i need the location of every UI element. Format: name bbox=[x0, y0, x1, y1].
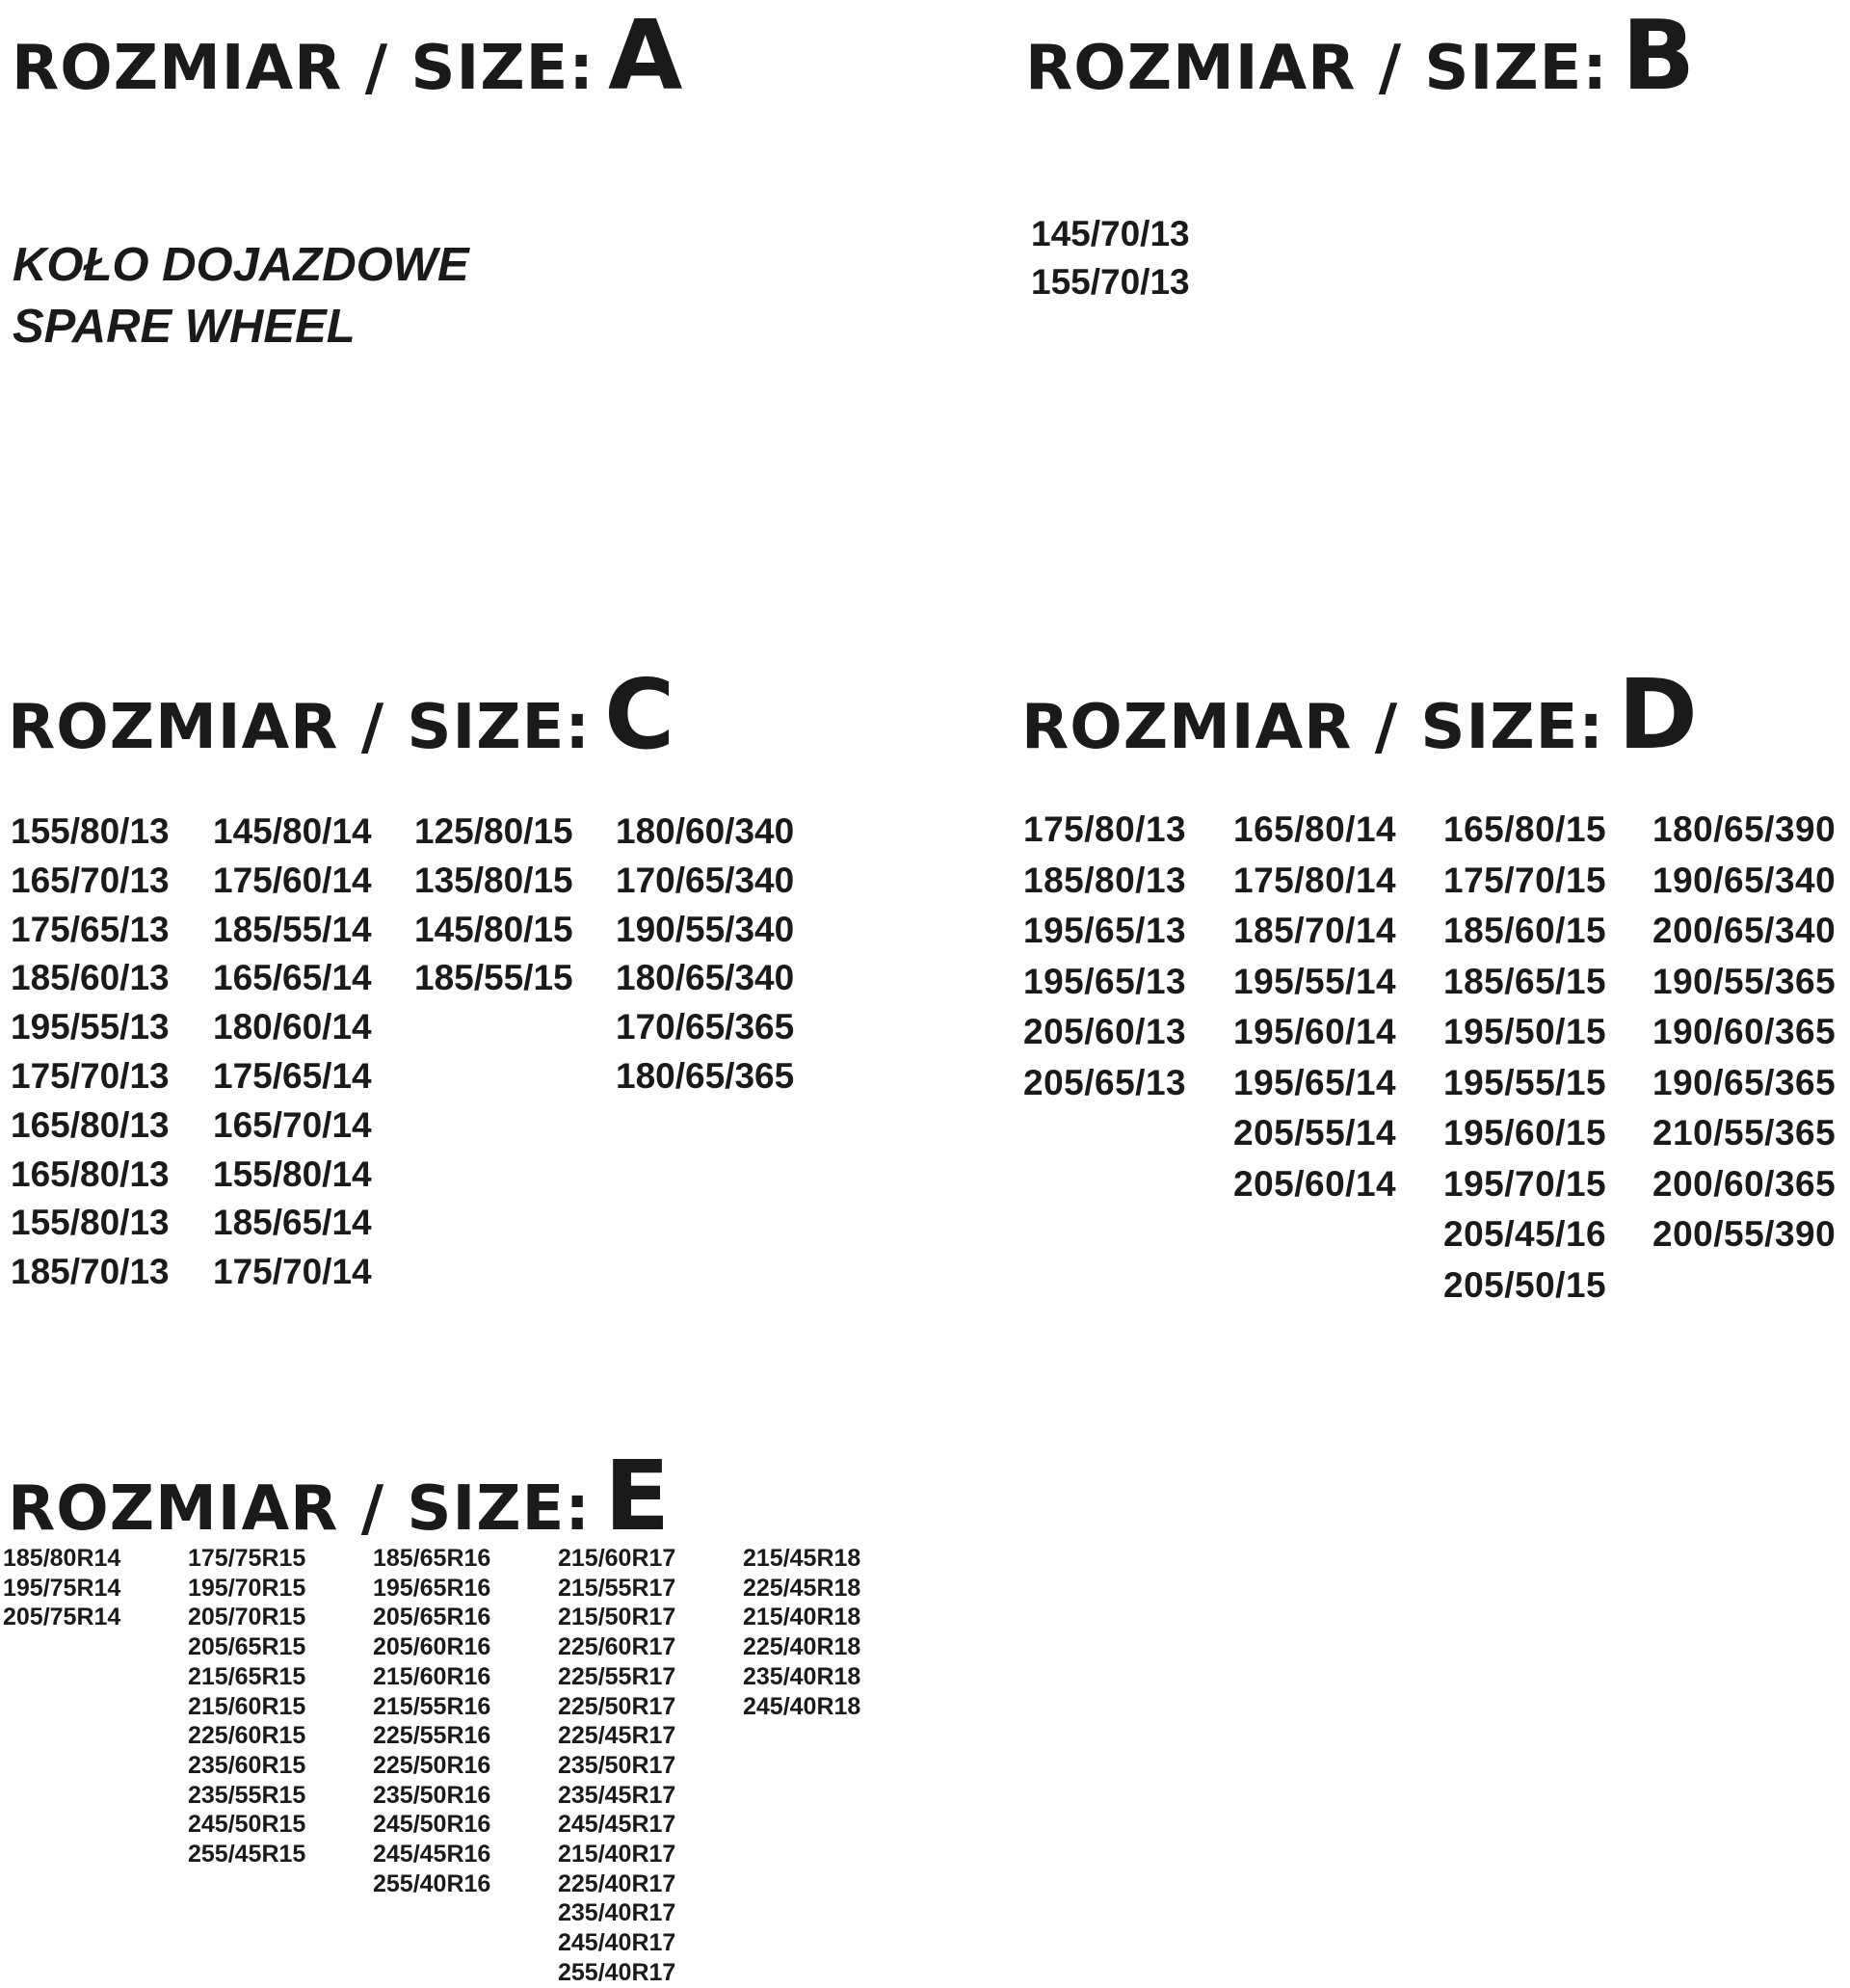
tire-size-item: 225/40R18 bbox=[743, 1633, 861, 1661]
section-e-heading bbox=[8, 1440, 672, 1552]
section-e-letter: E bbox=[603, 1440, 672, 1552]
tire-size-item: 185/55/15 bbox=[414, 958, 573, 998]
section-d-column-2 bbox=[1233, 805, 1396, 1209]
tire-size-item: 205/45/16 bbox=[1443, 1214, 1607, 1254]
tire-size-item: 180/65/365 bbox=[616, 1055, 795, 1096]
tire-size-item: 175/75R15 bbox=[188, 1545, 306, 1572]
tire-size-item: 235/50R17 bbox=[558, 1751, 676, 1779]
tire-size-item: 190/55/340 bbox=[616, 909, 795, 949]
tire-size-item: 185/70/13 bbox=[11, 1252, 170, 1292]
tire-size-item: 215/45R18 bbox=[743, 1545, 861, 1572]
tire-size-item: 185/65/14 bbox=[213, 1203, 372, 1243]
tire-size-item: 180/60/340 bbox=[616, 811, 795, 851]
tire-size-item: 245/50R15 bbox=[188, 1811, 306, 1839]
tire-size-item: 175/80/13 bbox=[1023, 809, 1187, 849]
tire-size-item: 195/65/13 bbox=[1023, 911, 1187, 950]
tire-size-item: 185/70/14 bbox=[1233, 911, 1397, 950]
tire-size-item: 135/80/15 bbox=[414, 860, 573, 900]
tire-size-item: 190/55/365 bbox=[1652, 961, 1837, 1001]
section-c-label: ROZMIAR / SIZE: bbox=[8, 692, 591, 763]
tire-size-item: 195/55/13 bbox=[11, 1007, 170, 1047]
tire-size-item: 205/60/13 bbox=[1023, 1012, 1187, 1051]
tire-size-item: 155/70/13 bbox=[1031, 262, 1190, 302]
tire-size-item: 205/70R15 bbox=[188, 1604, 306, 1631]
tire-size-item: 175/65/14 bbox=[213, 1055, 372, 1096]
tire-size-item: 175/70/14 bbox=[213, 1252, 372, 1292]
section-d-letter: D bbox=[1617, 658, 1699, 771]
tire-size-item: 215/55R17 bbox=[558, 1574, 676, 1602]
tire-size-item: 225/55R17 bbox=[558, 1662, 676, 1690]
tire-size-item: 185/65/15 bbox=[1443, 961, 1607, 1001]
tire-size-item: 195/70/15 bbox=[1443, 1163, 1607, 1204]
tire-size-item: 145/80/14 bbox=[213, 811, 372, 851]
tire-size-item: 195/65R16 bbox=[373, 1574, 491, 1602]
tire-size-item: 165/80/14 bbox=[1233, 809, 1397, 849]
section-e-column-r16 bbox=[373, 1544, 490, 1898]
tire-size-item: 225/40R17 bbox=[558, 1869, 676, 1897]
tire-size-item: 225/45R17 bbox=[558, 1722, 676, 1750]
tire-size-item: 195/65/14 bbox=[1233, 1062, 1397, 1102]
tire-size-item: 165/80/13 bbox=[11, 1153, 170, 1194]
tire-size-item: 235/40R18 bbox=[743, 1662, 861, 1690]
tire-size-item: 225/50R17 bbox=[558, 1692, 676, 1720]
tire-size-item: 255/45R15 bbox=[188, 1841, 306, 1869]
tire-size-item: 245/45R17 bbox=[558, 1811, 676, 1839]
section-c-letter: C bbox=[603, 658, 676, 771]
tire-size-item: 235/60R15 bbox=[188, 1751, 306, 1779]
tire-size-item: 215/65R15 bbox=[188, 1662, 306, 1690]
section-e-label: ROZMIAR / SIZE: bbox=[8, 1473, 591, 1545]
tire-size-item: 225/60R15 bbox=[188, 1722, 306, 1750]
tire-size-item: 145/70/13 bbox=[1031, 214, 1190, 253]
tire-size-item: 175/70/15 bbox=[1443, 860, 1607, 900]
tire-size-item: 190/60/365 bbox=[1652, 1012, 1837, 1051]
tire-size-item: 195/50/15 bbox=[1443, 1012, 1607, 1051]
section-e-column-r18 bbox=[743, 1544, 860, 1721]
tire-size-item: 215/40R17 bbox=[558, 1841, 676, 1869]
tire-size-item: 225/50R16 bbox=[373, 1751, 491, 1779]
tire-size-item: 185/60/15 bbox=[1443, 911, 1607, 950]
tire-size-item: 190/65/340 bbox=[1652, 860, 1837, 900]
tire-size-item: 195/55/15 bbox=[1443, 1062, 1607, 1102]
section-d-column-4 bbox=[1652, 805, 1836, 1260]
tire-size-item: 255/40R17 bbox=[558, 1958, 676, 1986]
tire-size-item: 165/80/13 bbox=[11, 1104, 170, 1145]
tire-size-item: 195/75R14 bbox=[3, 1574, 121, 1602]
tire-size-item: 165/70/14 bbox=[213, 1104, 372, 1145]
tire-size-item: 155/80/14 bbox=[213, 1153, 372, 1194]
tire-size-item: 205/65/13 bbox=[1023, 1062, 1187, 1102]
tire-size-item: 245/40R18 bbox=[743, 1692, 861, 1720]
tire-size-item: 215/60R17 bbox=[558, 1545, 676, 1572]
tire-size-item: 225/60R17 bbox=[558, 1633, 676, 1661]
tire-size-item: 185/80R14 bbox=[3, 1545, 121, 1572]
tire-size-item: 200/60/365 bbox=[1652, 1163, 1837, 1204]
section-d-label: ROZMIAR / SIZE: bbox=[1021, 692, 1604, 763]
tire-size-item: 155/80/13 bbox=[11, 811, 170, 851]
section-c-heading bbox=[8, 658, 676, 771]
spare-wheel-note bbox=[13, 234, 469, 358]
tire-size-item: 235/45R17 bbox=[558, 1781, 676, 1809]
tire-size-item: 245/50R16 bbox=[373, 1811, 491, 1839]
tire-size-item: 195/60/14 bbox=[1233, 1012, 1397, 1051]
tire-size-item: 155/80/13 bbox=[11, 1203, 170, 1243]
tire-size-item: 225/45R18 bbox=[743, 1574, 861, 1602]
tire-size-item: 180/65/390 bbox=[1652, 809, 1837, 849]
section-c-column-mm bbox=[616, 808, 794, 1101]
tire-size-item: 245/40R17 bbox=[558, 1929, 676, 1957]
tire-size-item: 165/70/13 bbox=[11, 860, 170, 900]
tire-size-item: 145/80/15 bbox=[414, 909, 573, 949]
tire-size-item: 215/55R16 bbox=[373, 1692, 491, 1720]
tire-size-item: 210/55/365 bbox=[1652, 1113, 1837, 1153]
tire-size-item: 205/60R16 bbox=[373, 1633, 491, 1661]
section-c-column-13 bbox=[11, 808, 170, 1297]
tire-size-item: 195/55/14 bbox=[1233, 961, 1397, 1001]
section-e-column-r15 bbox=[188, 1544, 305, 1869]
tire-size-item: 205/75R14 bbox=[3, 1604, 121, 1631]
tire-size-item: 165/80/15 bbox=[1443, 809, 1607, 849]
section-b-heading bbox=[1025, 0, 1697, 112]
tire-size-item: 180/60/14 bbox=[213, 1007, 372, 1047]
section-a-letter: A bbox=[607, 0, 684, 112]
tire-size-item: 200/55/390 bbox=[1652, 1214, 1837, 1254]
section-e-column-r17 bbox=[558, 1544, 675, 1988]
tire-size-item: 170/65/340 bbox=[616, 860, 795, 900]
tire-size-item: 205/50/15 bbox=[1443, 1264, 1607, 1305]
tire-size-item: 215/50R17 bbox=[558, 1604, 676, 1631]
tire-size-item: 235/40R17 bbox=[558, 1899, 676, 1927]
spare-wheel-note-english: SPARE WHEEL bbox=[13, 301, 356, 353]
tire-size-item: 170/65/365 bbox=[616, 1007, 795, 1047]
tire-size-item: 255/40R16 bbox=[373, 1869, 491, 1897]
tire-size-item: 185/80/13 bbox=[1023, 860, 1187, 900]
tire-size-item: 185/65R16 bbox=[373, 1545, 491, 1572]
section-b-size-list bbox=[1031, 210, 1190, 306]
tire-size-item: 215/60R16 bbox=[373, 1662, 491, 1690]
tire-size-item: 225/55R16 bbox=[373, 1722, 491, 1750]
tire-size-item: 175/65/13 bbox=[11, 909, 170, 949]
tire-size-item: 175/60/14 bbox=[213, 860, 372, 900]
section-b-label: ROZMIAR / SIZE: bbox=[1025, 33, 1608, 104]
tire-size-item: 205/65R15 bbox=[188, 1633, 306, 1661]
section-d-column-1 bbox=[1023, 805, 1186, 1108]
section-d-heading bbox=[1021, 658, 1699, 771]
tire-size-item: 175/70/13 bbox=[11, 1055, 170, 1096]
tire-size-item: 205/60/14 bbox=[1233, 1163, 1397, 1204]
tire-size-item: 205/55/14 bbox=[1233, 1113, 1397, 1153]
section-c-column-15 bbox=[414, 808, 573, 1003]
tire-size-item: 185/60/13 bbox=[11, 958, 170, 998]
tire-size-item: 165/65/14 bbox=[213, 958, 372, 998]
section-c-column-14 bbox=[213, 808, 372, 1297]
section-d-column-3 bbox=[1443, 805, 1606, 1311]
tire-size-item: 195/65/13 bbox=[1023, 961, 1187, 1001]
tire-size-item: 195/70R15 bbox=[188, 1574, 306, 1602]
section-a-label: ROZMIAR / SIZE: bbox=[12, 33, 595, 104]
tire-size-item: 205/65R16 bbox=[373, 1604, 491, 1631]
tire-size-item: 175/80/14 bbox=[1233, 860, 1397, 900]
tire-size-item: 185/55/14 bbox=[213, 909, 372, 949]
section-e-column-r14 bbox=[3, 1544, 120, 1632]
tire-size-item: 215/40R18 bbox=[743, 1604, 861, 1631]
tire-size-item: 245/45R16 bbox=[373, 1841, 491, 1869]
section-a-heading bbox=[12, 0, 684, 112]
tire-size-item: 190/65/365 bbox=[1652, 1062, 1837, 1102]
spare-wheel-note-polish: KOŁO DOJAZDOWE bbox=[13, 239, 469, 291]
tire-size-item: 195/60/15 bbox=[1443, 1113, 1607, 1153]
tire-size-item: 125/80/15 bbox=[414, 811, 573, 851]
tire-size-item: 235/55R15 bbox=[188, 1781, 306, 1809]
tire-size-item: 235/50R16 bbox=[373, 1781, 491, 1809]
section-b-letter: B bbox=[1621, 0, 1697, 112]
tire-size-item: 215/60R15 bbox=[188, 1692, 306, 1720]
tire-size-item: 180/65/340 bbox=[616, 958, 795, 998]
tire-size-item: 200/65/340 bbox=[1652, 911, 1837, 950]
